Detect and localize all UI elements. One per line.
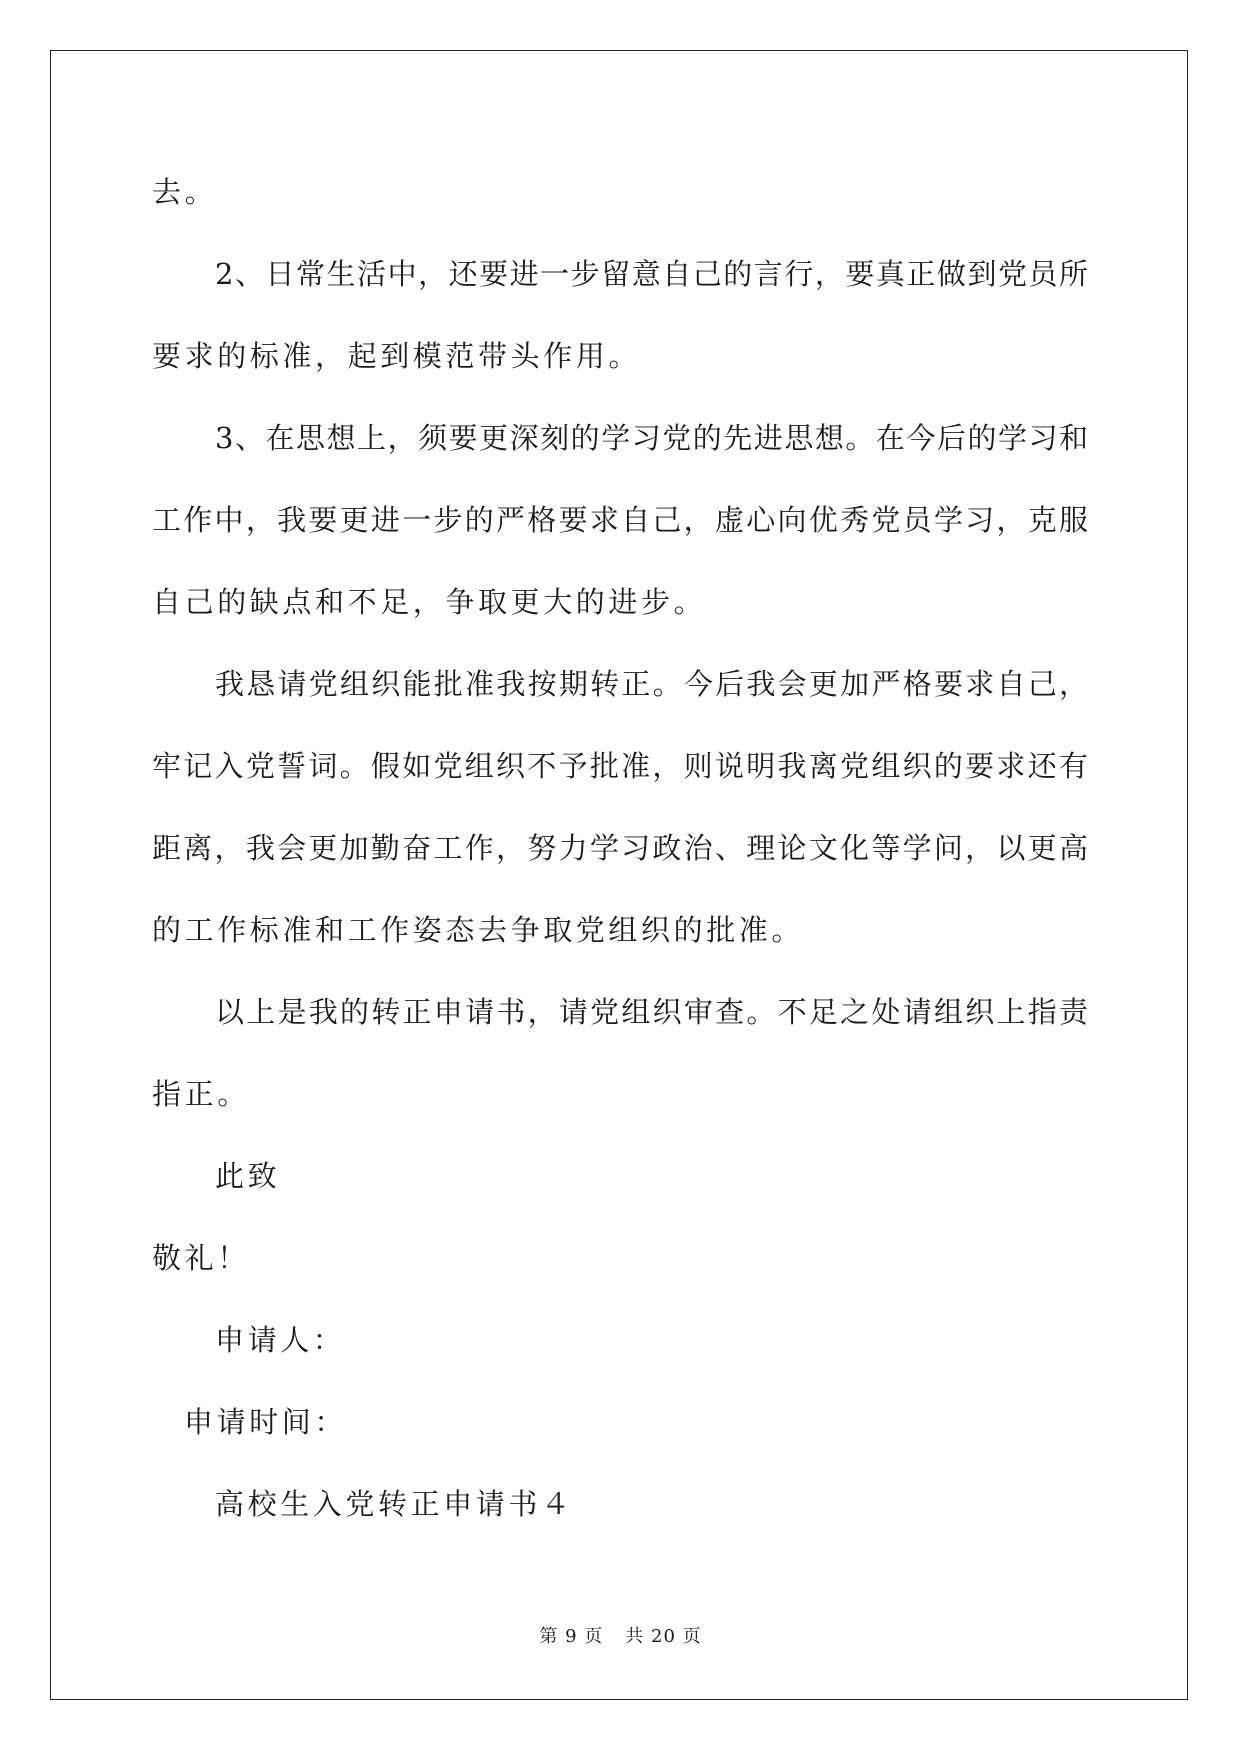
closing-salutation: 此致	[215, 1159, 281, 1193]
page-border	[50, 50, 1188, 1700]
text-line: 3、在思想上，须要更深刻的学习党的先进思想。在今后的学习和	[215, 421, 1088, 455]
text-line: 要求的标准，起到模范带头作用。	[152, 339, 642, 373]
text-line: 以上是我的转正申请书，请党组织审查。不足之处请组织上指责	[215, 995, 1088, 1029]
text-line: 2、日常生活中，还要进一步留意自己的言行，要真正做到党员所	[215, 257, 1088, 291]
applicant-label: 申请人：	[215, 1323, 346, 1357]
text-line: 的工作标准和工作姿态去争取党组织的批准。	[152, 913, 805, 947]
text-line: 指正。	[152, 1077, 250, 1111]
application-date-label: 申请时间：	[184, 1405, 348, 1439]
page-footer	[0, 1625, 1241, 1649]
closing-regards: 敬礼！	[152, 1241, 250, 1275]
text-line: 工作中，我要更进一步的严格要求自己，虚心向优秀党员学习，克服	[152, 503, 1088, 537]
text-line: 去。	[152, 175, 218, 209]
text-line: 我恳请党组织能批准我按期转正。今后我会更加严格要求自己，	[215, 667, 1088, 701]
page-total: 共 20 页	[625, 1626, 702, 1647]
next-section-title: 高校生入党转正申请书４	[215, 1487, 574, 1521]
page-number: 第 9 页	[539, 1626, 604, 1647]
text-line: 牢记入党誓词。假如党组织不予批准，则说明我离党组织的要求还有	[152, 749, 1088, 783]
text-line: 距离，我会更加勤奋工作，努力学习政治、理论文化等学问，以更高	[152, 831, 1088, 865]
text-line: 自己的缺点和不足，争取更大的进步。	[152, 585, 707, 619]
